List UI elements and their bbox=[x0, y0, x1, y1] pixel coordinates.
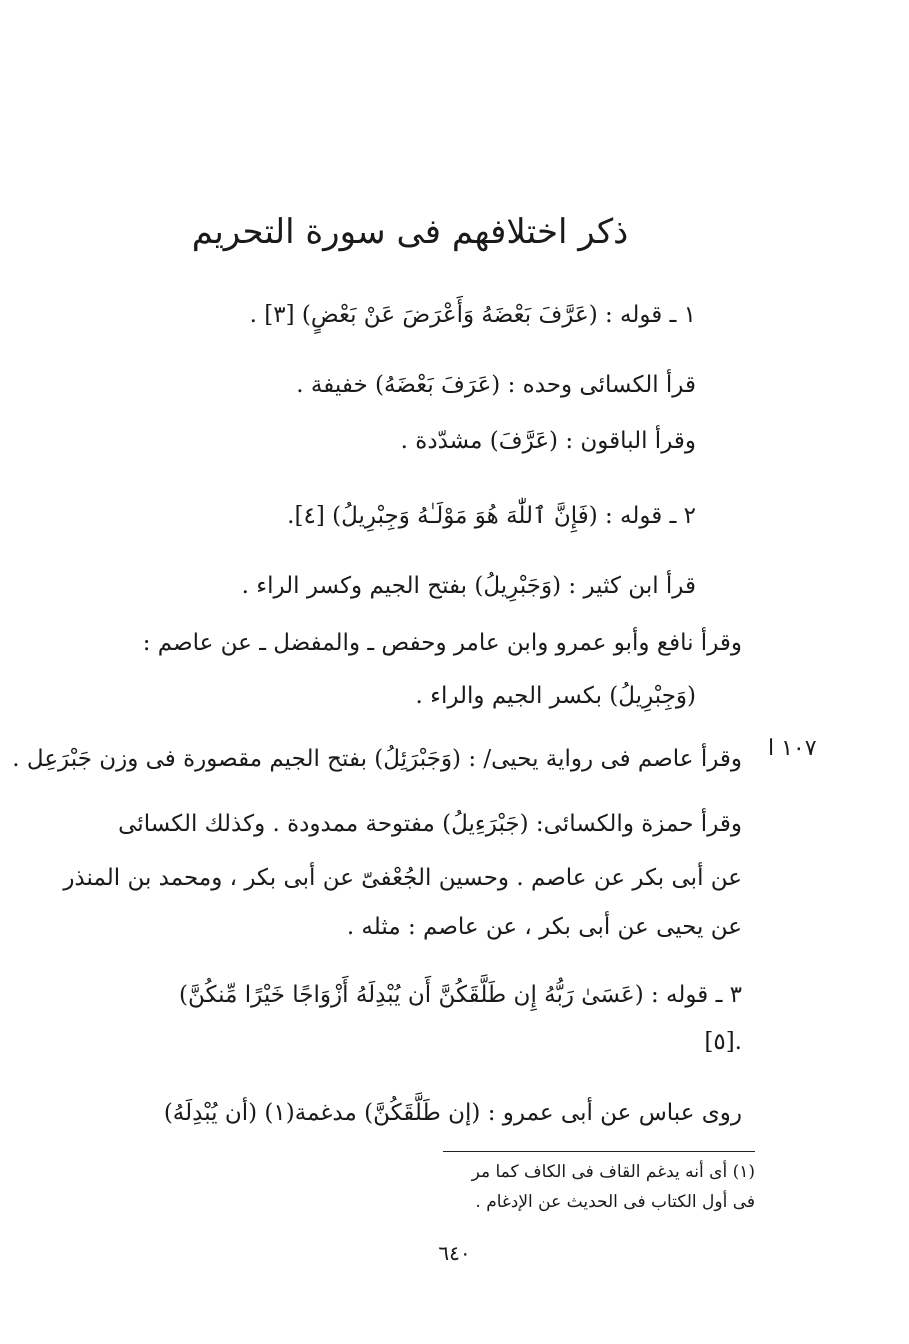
verse-3-heading: ٣ ـ قوله : (عَسَىٰ رَبُّهُ إِن طَلَّقَكُنَّ أَن يُبْدِلَهُ أَزْوَاجًا خَيْرًا مِّنكُنَّ) bbox=[178, 982, 742, 1008]
text-line: قرأ ابن كثير : (وَجَبْرِيلُ) بفتح الجيم وكسر الراء . bbox=[241, 573, 696, 599]
text-line: عن يحيى عن أبى بكر ، عن عاصم : مثله . bbox=[346, 914, 742, 940]
footnote-line: فى أول الكتاب فى الحديث عن الإدغام . bbox=[475, 1192, 755, 1212]
text-line: (وَجِبْرِيلُ) بكسر الجيم والراء . bbox=[415, 683, 696, 709]
text-line: عن أبى بكر عن عاصم . وحسين الجُعْفىّ عن أبى بكر ، ومحمد بن المنذر bbox=[63, 865, 742, 891]
verse-2-heading: ٢ ـ قوله : (فَإِنَّ ٱللّٰهَ هُوَ مَوْلَـٰهُ وَجِبْرِيلُ) [٤]. bbox=[287, 503, 696, 529]
text-line: وقرأ الباقون : (عَرَّفَ) مشدّدة . bbox=[400, 428, 696, 454]
footnote-divider bbox=[443, 1151, 755, 1152]
section-title: ذكر اختلافهم فى سورة التحريم bbox=[191, 212, 629, 252]
page-number: ٦٤٠ bbox=[438, 1241, 471, 1265]
text-line: وقرأ حمزة والكسائى: (جَبْرَءِيلُ) مفتوحة ممدودة . وكذلك الكسائى bbox=[118, 811, 742, 837]
verse-1-heading: ١ ـ قوله : (عَرَّفَ بَعْضَهُ وَأَعْرَضَ عَنْ بَعْضٍ) [٣] . bbox=[249, 302, 696, 328]
footnote-line: (١) أى أنه يدغم القاف فى الكاف كما مر bbox=[471, 1162, 755, 1182]
text-line: .[٥] bbox=[704, 1029, 742, 1055]
text-line: وقرأ نافع وأبو عمرو وابن عامر وحفص ـ والمفضل ـ عن عاصم : bbox=[142, 630, 742, 656]
text-line: روى عباس عن أبى عمرو : (إن طَلَّقَكُنَّ) مدغمة(١) (أن يُبْدِلَهُ) bbox=[163, 1100, 742, 1126]
text-line: قرأ الكسائى وحده : (عَرَفَ بَعْضَهُ) خفيفة . bbox=[296, 372, 696, 398]
text-line: وقرأ عاصم فى رواية يحيى/ : (وَجَبْرَئِلُ) بفتح الجيم مقصورة فى وزن جَبْرَعِل . bbox=[12, 746, 742, 772]
margin-folio-note: ١٠٧ ا bbox=[768, 736, 817, 761]
